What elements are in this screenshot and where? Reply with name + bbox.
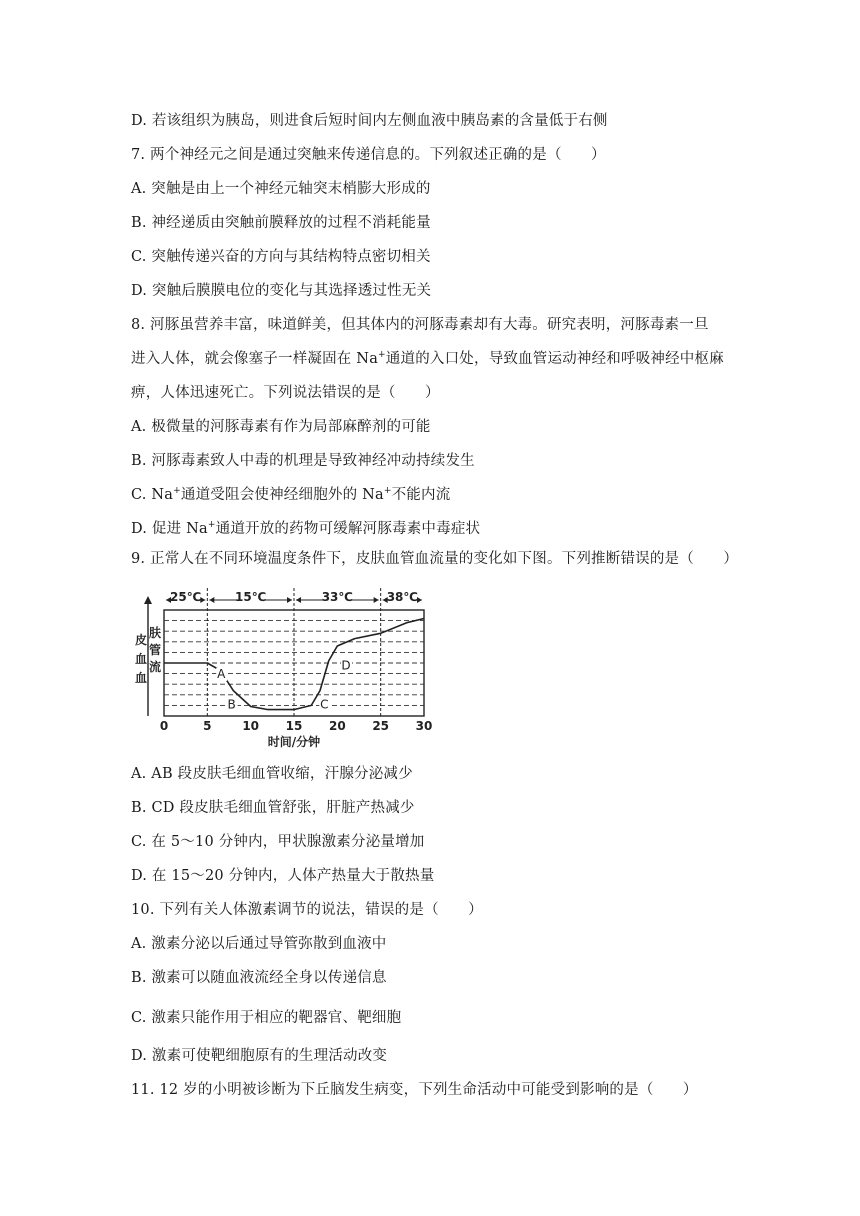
- q8-stem-line-3: 痹，人体迅速死亡。下列说法错误的是（ ）: [131, 385, 440, 401]
- y-axis-arrow-head: [144, 596, 152, 604]
- q9-option-d: D. 在 15～20 分钟内，人体产热量大于散热量: [131, 868, 435, 884]
- q8-stem-line-1: 8. 河豚虽营养丰富，味道鲜美，但其体内的河豚毒素却有大毒。研究表明，河豚毒素一旦: [131, 317, 709, 333]
- point-label: D: [341, 658, 351, 673]
- q8-option-d: D. 促进 Na+通道开放的药物可缓解河豚毒素中毒症状: [131, 520, 481, 537]
- point-label: C: [320, 697, 329, 712]
- q6-option-d: D. 若该组织为胰岛，则进食后短时间内左侧血液中胰岛素的含量低于右侧: [131, 113, 608, 129]
- q9-option-a: A. AB 段皮肤毛细血管收缩，汗腺分泌减少: [131, 766, 413, 782]
- x-tick-label: 0: [159, 719, 169, 733]
- x-tick-label: 25: [372, 719, 390, 733]
- band-label: 15℃: [235, 590, 267, 604]
- x-tick-label: 30: [415, 719, 433, 733]
- band-label: 25℃: [170, 590, 202, 604]
- y-axis-label-char: 血: [134, 671, 148, 685]
- blood-flow-chart: [128, 580, 448, 755]
- q10-option-b: B. 激素可以随血液流经全身以传递信息: [131, 970, 387, 986]
- y-axis-label-char: 血: [134, 652, 148, 666]
- q8-stem-line-2: 进入人体，就会像塞子一样凝固在 Na+通道的入口处，导致血管运动神经和呼吸神经中枢麻: [131, 350, 724, 367]
- y-axis-label-char: 管: [148, 643, 162, 657]
- y-axis-label-char: 皮: [134, 633, 148, 647]
- q8-option-b: B. 河豚毒素致人中毒的机理是导致神经冲动持续发生: [131, 453, 475, 469]
- x-tick-label: 10: [242, 719, 260, 733]
- q10-option-a: A. 激素分泌以后通过导管弥散到血液中: [131, 936, 387, 952]
- q7-option-b: B. 神经递质由突触前膜释放的过程不消耗能量: [131, 215, 431, 231]
- q7-option-d: D. 突触后膜膜电位的变化与其选择透过性无关: [131, 283, 432, 299]
- q7-stem: 7. 两个神经元之间是通过突触来传递信息的。下列叙述正确的是（ ）: [131, 147, 606, 163]
- q10-option-d: D. 激素可使靶细胞原有的生理活动改变: [131, 1048, 388, 1064]
- q10-option-c: C. 激素只能作用于相应的靶器官、靶细胞: [131, 1010, 402, 1026]
- q9-option-b: B. CD 段皮肤毛细血管舒张，肝脏产热减少: [131, 800, 415, 816]
- y-axis-label-char: 肤: [148, 626, 162, 640]
- x-tick-label: 5: [203, 719, 212, 733]
- x-axis-label: 时间/分钟: [267, 735, 321, 749]
- q9-option-c: C. 在 5～10 分钟内，甲状腺激素分泌量增加: [131, 834, 425, 850]
- band-label: 38℃: [386, 590, 418, 604]
- band-arrow-head-left: [209, 597, 214, 603]
- band-label: 33℃: [321, 590, 353, 604]
- x-tick-label: 15: [285, 719, 303, 733]
- q8-option-c: C. Na+通道受阻会使神经细胞外的 Na+不能内流: [131, 486, 451, 503]
- q11-stem: 11. 12 岁的小明被诊断为下丘脑发生病变，下列生命活动中可能受到影响的是（ ）: [131, 1082, 698, 1098]
- q9-stem: 9. 正常人在不同环境温度条件下，皮肤血管血流量的变化如下图。下列推断错误的是（ ）: [131, 551, 739, 567]
- q10-stem: 10. 下列有关人体激素调节的说法，错误的是（ ）: [131, 902, 483, 918]
- q7-option-c: C. 突触传递兴奋的方向与其结构特点密切相关: [131, 249, 431, 265]
- blood-flow-chart-svg: [128, 580, 448, 755]
- point-label: A: [217, 666, 226, 681]
- q7-option-a: A. 突触是由上一个神经元轴突末梢膨大形成的: [131, 181, 431, 197]
- band-arrow-head-right: [287, 597, 292, 603]
- q8-option-a: A. 极微量的河豚毒素有作为局部麻醉剂的可能: [131, 419, 431, 435]
- y-axis-label-char: 流: [148, 660, 162, 674]
- band-arrow-head-left: [296, 597, 301, 603]
- band-arrow-head-right: [374, 597, 379, 603]
- point-label: B: [227, 697, 236, 712]
- x-tick-label: 20: [328, 719, 346, 733]
